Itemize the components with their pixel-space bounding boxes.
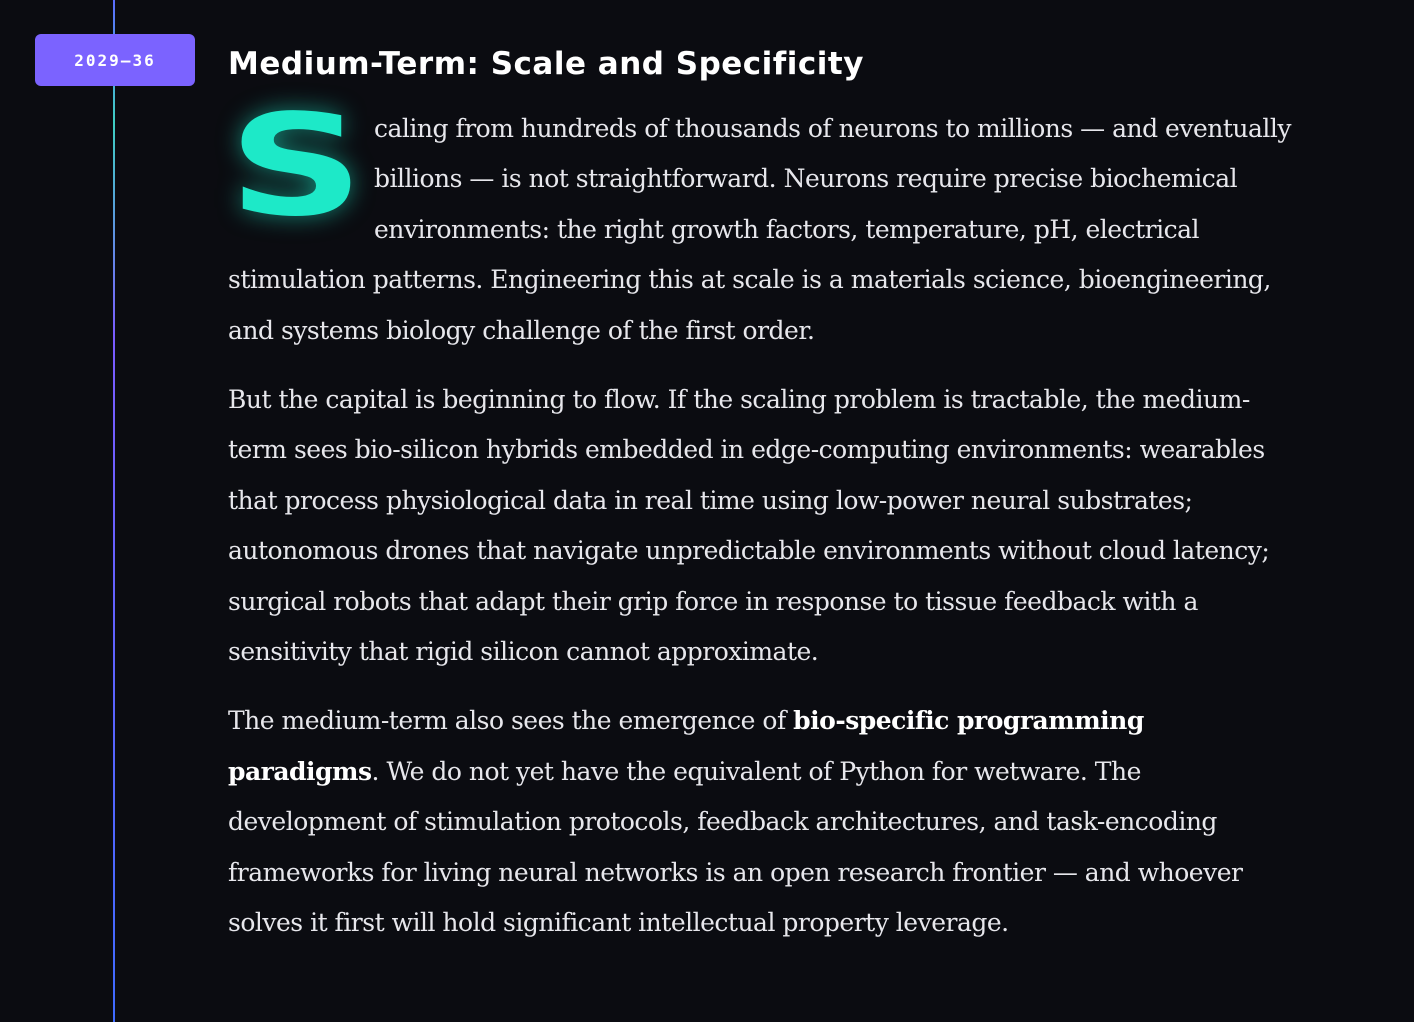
paragraph-3-text-start: The medium-term also sees the emergence of — [228, 706, 794, 736]
drop-cap: S — [228, 85, 364, 248]
timeline-line — [113, 0, 115, 1022]
emphasis-text: bio-specific programming paradigms — [228, 706, 1144, 786]
paragraph-3 — [228, 696, 1298, 948]
section-title: Medium-Term: Scale and Specificity — [228, 46, 864, 82]
paragraph-1-text: caling from hundreds of thousands of neurons to millions — and eventually billions — is not straightforward. Neurons require precise biochemical environments: the right growth factors, temperature, pH, electrical stimulation patterns. Engineering this at scale is a materials science, bioengineering, and systems biology challenge of the first order. — [228, 114, 1292, 345]
period-badge: 2029–36 — [35, 34, 195, 86]
paragraph-1 — [228, 85, 1298, 356]
paragraph-2: But the capital is beginning to flow. If the scaling problem is tractable, the medium-term sees bio-silicon hybrids embedded in edge-computing environments: wearables that process physiological data in real time using low-power neural substrates; autonomous drones that navigate unpredictable environments without cloud latency; surgical robots that adapt their grip force in response to tissue feedback with a sensitivity that rigid silicon cannot approximate. — [228, 385, 1270, 667]
section-content — [228, 85, 1298, 968]
paragraph-3-text-end: . We do not yet have the equivalent of Python for wetware. The development of stimulation protocols, feedback architectures, and task-encoding frameworks for living neural networks is an open research frontier — and whoever solves it first will hold significant intellectual property leverage. — [228, 756, 1243, 938]
